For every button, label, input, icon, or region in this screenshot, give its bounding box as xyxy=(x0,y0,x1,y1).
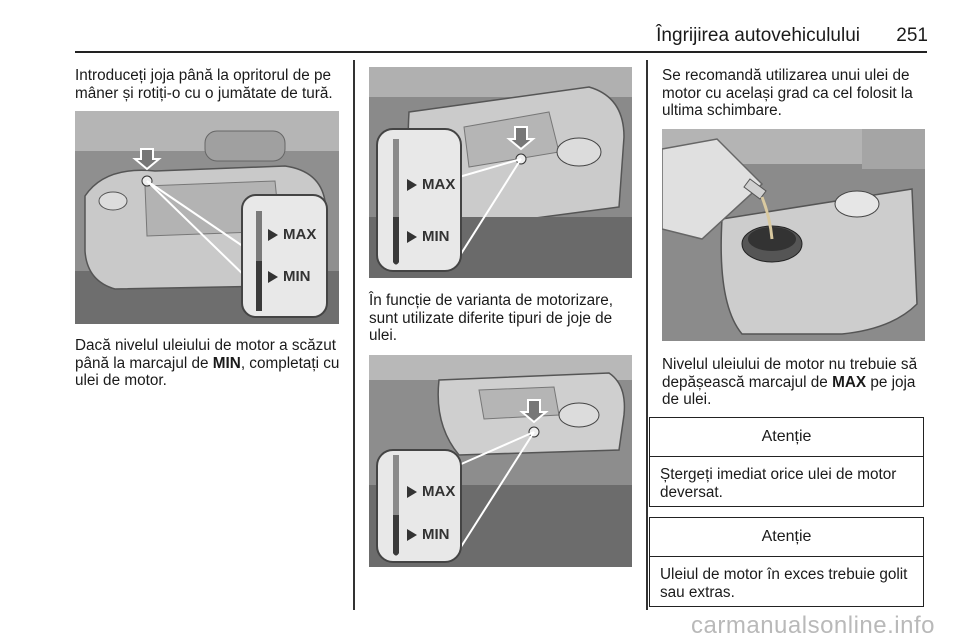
min-text-after: , completați cu ulei de motor. xyxy=(75,354,340,389)
fig3-min-label: MIN xyxy=(422,526,450,543)
engine-bay-illustration-1 xyxy=(75,111,339,324)
min-level-instruction xyxy=(75,337,345,390)
caution-title: Atenție xyxy=(650,518,923,557)
running-header-title: Îngrijirea autovehiculului xyxy=(656,25,860,46)
engine-bay-illustration-3 xyxy=(369,355,632,567)
caution-text: Uleiul de motor în exces trebuie golit sau extras. xyxy=(660,566,908,601)
max-level-instruction xyxy=(662,356,930,409)
page-number: 251 xyxy=(896,25,928,46)
max-bold: MAX xyxy=(832,373,867,391)
fig3-max-label: MAX xyxy=(422,483,456,500)
min-text-before: Dacă nivelul uleiului de motor a scăzut până la marcajul de xyxy=(75,337,337,372)
fig1-min-label: MIN xyxy=(283,268,311,285)
caution-box-excess xyxy=(649,517,924,607)
oil-filling-illustration xyxy=(662,129,925,341)
min-bold: MIN xyxy=(212,354,241,372)
header-divider xyxy=(75,51,927,53)
caution-text: Ștergeți imediat orice ulei de motor deversat. xyxy=(660,466,897,501)
caution-box-spill xyxy=(649,417,924,507)
column-divider-right xyxy=(646,60,648,610)
watermark: carmanualsonline.info xyxy=(691,612,935,639)
fig2-max-label: MAX xyxy=(422,176,456,193)
dipstick-insert-instruction: Introduceți joja până la opritorul de pe mâner și rotiți-o cu o jumătate de tură. xyxy=(75,67,333,102)
column-divider-left xyxy=(353,60,355,610)
fig1-max-label: MAX xyxy=(283,226,317,243)
oil-grade-recommendation: Se recomandă utilizarea unui ulei de motor cu același grad ca cel folosit la ultima schimbare. xyxy=(662,67,913,119)
max-text-after: pe joja de ulei. xyxy=(662,373,916,408)
caution-title: Atenție xyxy=(650,418,923,457)
engine-bay-illustration-2 xyxy=(369,67,632,278)
max-text-before: Nivelul uleiului de motor nu trebuie să depășească marcajul de xyxy=(662,356,918,391)
dipstick-types-note: În funcție de varianta de motorizare, sunt utilizate diferite tipuri de joje de ulei. xyxy=(369,292,614,344)
fig2-min-label: MIN xyxy=(422,228,450,245)
